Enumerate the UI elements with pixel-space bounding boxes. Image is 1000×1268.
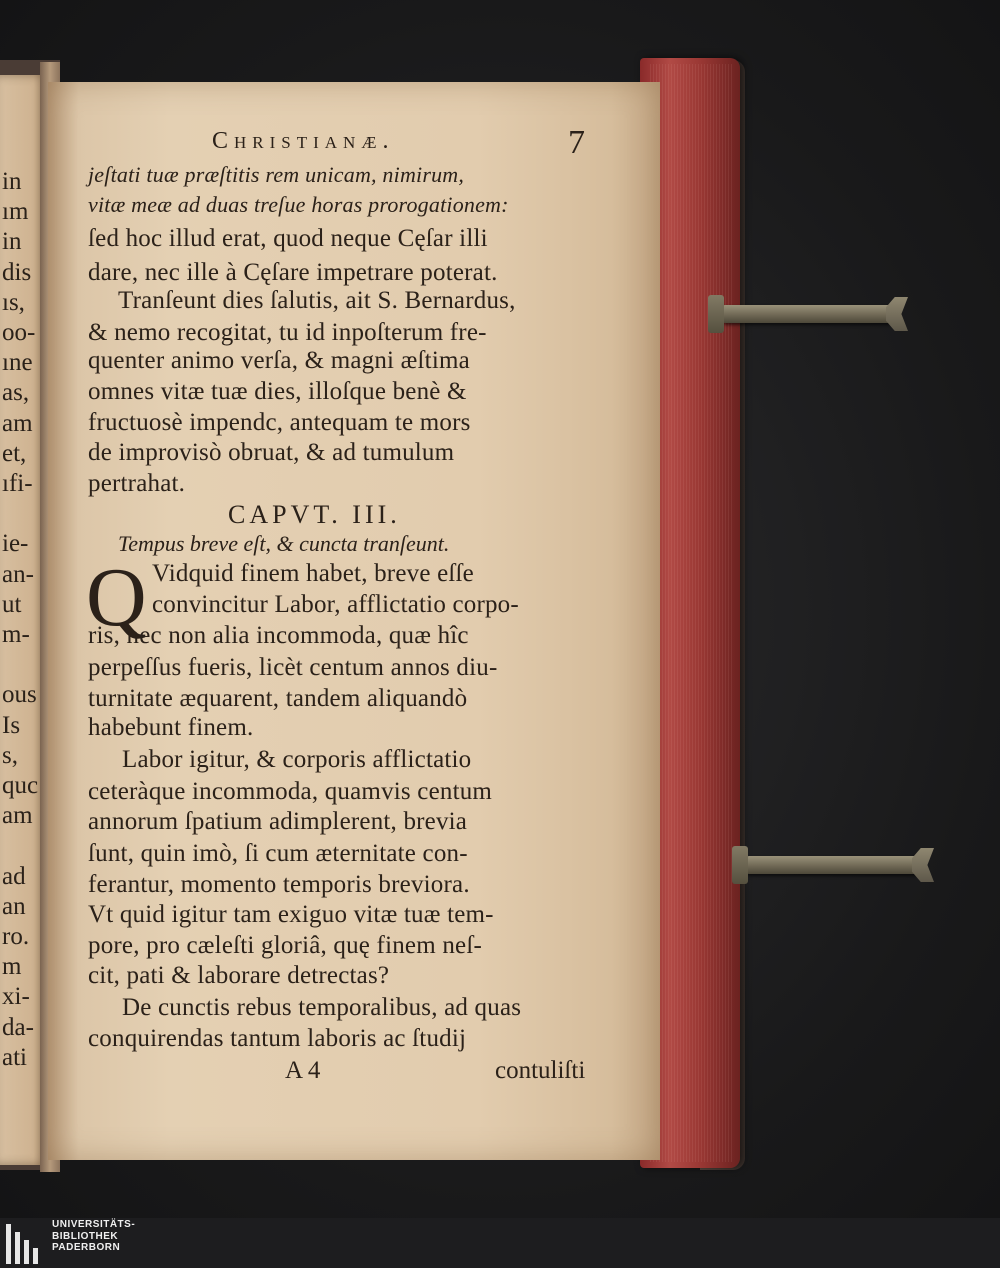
- left-page-fragment: ro.: [2, 923, 30, 950]
- text-line: & nemo recogitat, tu id inpoſterum fre-: [88, 319, 487, 346]
- left-page-fragment: ie-: [2, 530, 29, 558]
- text-line: annorum ſpatium adimplerent, brevia: [88, 808, 468, 835]
- left-page-fragment: s,: [2, 741, 18, 769]
- left-page-fragment: an-: [2, 560, 34, 588]
- chapter-subtitle: Tempus breve eſt, & cuncta tranſeunt.: [118, 531, 450, 556]
- left-page-fragment: am: [2, 802, 33, 830]
- catchword: contuliſti: [495, 1057, 586, 1084]
- text-line: ris, nec non alia incommoda, quæ hîc: [88, 622, 469, 649]
- left-page-fragment: ut: [2, 590, 22, 618]
- drop-cap: Q: [86, 551, 147, 644]
- text-line: de improvisò obruat, & ad tumulum: [88, 439, 455, 466]
- running-head: Christianæ.: [212, 128, 395, 154]
- text-line: pertrahat.: [88, 470, 186, 497]
- text-line: perpeſſus fueris, licèt centum annos diu-: [88, 654, 498, 681]
- left-page-fragment: dis: [2, 258, 32, 286]
- text-line: De cunctis rebus temporalibus, ad quas: [122, 994, 522, 1021]
- library-line-2: BIBLIOTHEK: [52, 1230, 119, 1242]
- text-line: ferantur, momento temporis breviora.: [88, 871, 470, 898]
- library-name: [52, 1219, 135, 1254]
- left-page-fragment: ıfi-: [2, 470, 33, 497]
- text-line: quenter animo verſa, & magni æſtima: [88, 347, 470, 374]
- left-page-fragment: ım: [2, 198, 29, 226]
- library-logo-icon: [6, 1224, 44, 1264]
- left-page-fragment: et,: [2, 439, 27, 467]
- left-page-fragment: in: [2, 168, 22, 195]
- left-page-fragment: ıne: [2, 349, 33, 377]
- library-line-1: UNIVERSITÄTS-: [52, 1219, 136, 1230]
- text-line: fructuosè impendc, antequam te mors: [88, 409, 471, 436]
- text-line: Vt quid igitur tam exiguo vitæ tuæ tem-: [88, 901, 494, 928]
- left-page-fragment: as,: [2, 379, 30, 407]
- left-page-fragment: m-: [2, 621, 30, 648]
- left-page-fragment: xi-: [2, 983, 30, 1011]
- left-page-fragment: ıs,: [2, 288, 25, 316]
- text-line: ſed hoc illud erat, quod neque Cęſar illi: [88, 225, 488, 252]
- left-page-fragment: oo-: [2, 319, 36, 346]
- text-line: cit, pati & laborare detrectas?: [88, 962, 390, 989]
- text-line: conquirendas tantum laboris ac ſtudij: [88, 1025, 467, 1052]
- clasp-top-icon: [722, 305, 892, 323]
- text-line: Vidquid finem habet, breve eſſe: [152, 560, 474, 587]
- left-page-fragment: quc: [2, 772, 39, 799]
- chapter-title: CAPVT. III.: [228, 500, 401, 529]
- page-number: 7: [568, 124, 585, 161]
- text-line: Labor igitur, & corporis afflictatio: [122, 746, 472, 773]
- footer-bar: [0, 1218, 1000, 1268]
- text-line: turnitate æquarent, tandem aliquandò: [88, 685, 468, 712]
- text-line: habebunt finem.: [88, 714, 254, 741]
- left-page-fragment: m: [2, 953, 22, 981]
- text-line: ceteràque incommoda, quamvis centum: [88, 778, 493, 805]
- text-line: omnes vitæ tuæ dies, illoſque benè &: [88, 378, 467, 405]
- left-page-fragment: am: [2, 409, 33, 437]
- left-page-fragment: ous: [2, 681, 37, 709]
- left-page-fragment: Is: [2, 711, 21, 739]
- signature-mark: A 4: [285, 1057, 321, 1084]
- left-page-fragment: da-: [2, 1013, 34, 1041]
- left-page-fragment: ad: [2, 862, 26, 890]
- clasp-bottom-icon: [746, 856, 918, 874]
- text-line: pore, pro cæleſti gloriâ, quę finem neſ-: [88, 932, 482, 959]
- left-page-fragment: an: [2, 892, 26, 920]
- text-line: jeſtati tuæ præſtitis rem unicam, nimirum,: [88, 162, 465, 187]
- library-line-3: PADERBORN: [52, 1242, 121, 1253]
- text-line: dare, nec ille à Cęſare impetrare poterat.: [88, 259, 498, 286]
- text-line: vitæ meæ ad duas treſue horas prorogationem:: [88, 192, 509, 217]
- text-line: Tranſeunt dies ſalutis, ait S. Bernardus,: [118, 287, 516, 314]
- text-line: convincitur Labor, afflictatio corpo-: [152, 591, 519, 618]
- text-line: ſunt, quin imò, ſi cum æternitate con-: [88, 840, 468, 867]
- left-page-fragment: in: [2, 228, 22, 256]
- left-page-fragment: ati: [2, 1043, 27, 1071]
